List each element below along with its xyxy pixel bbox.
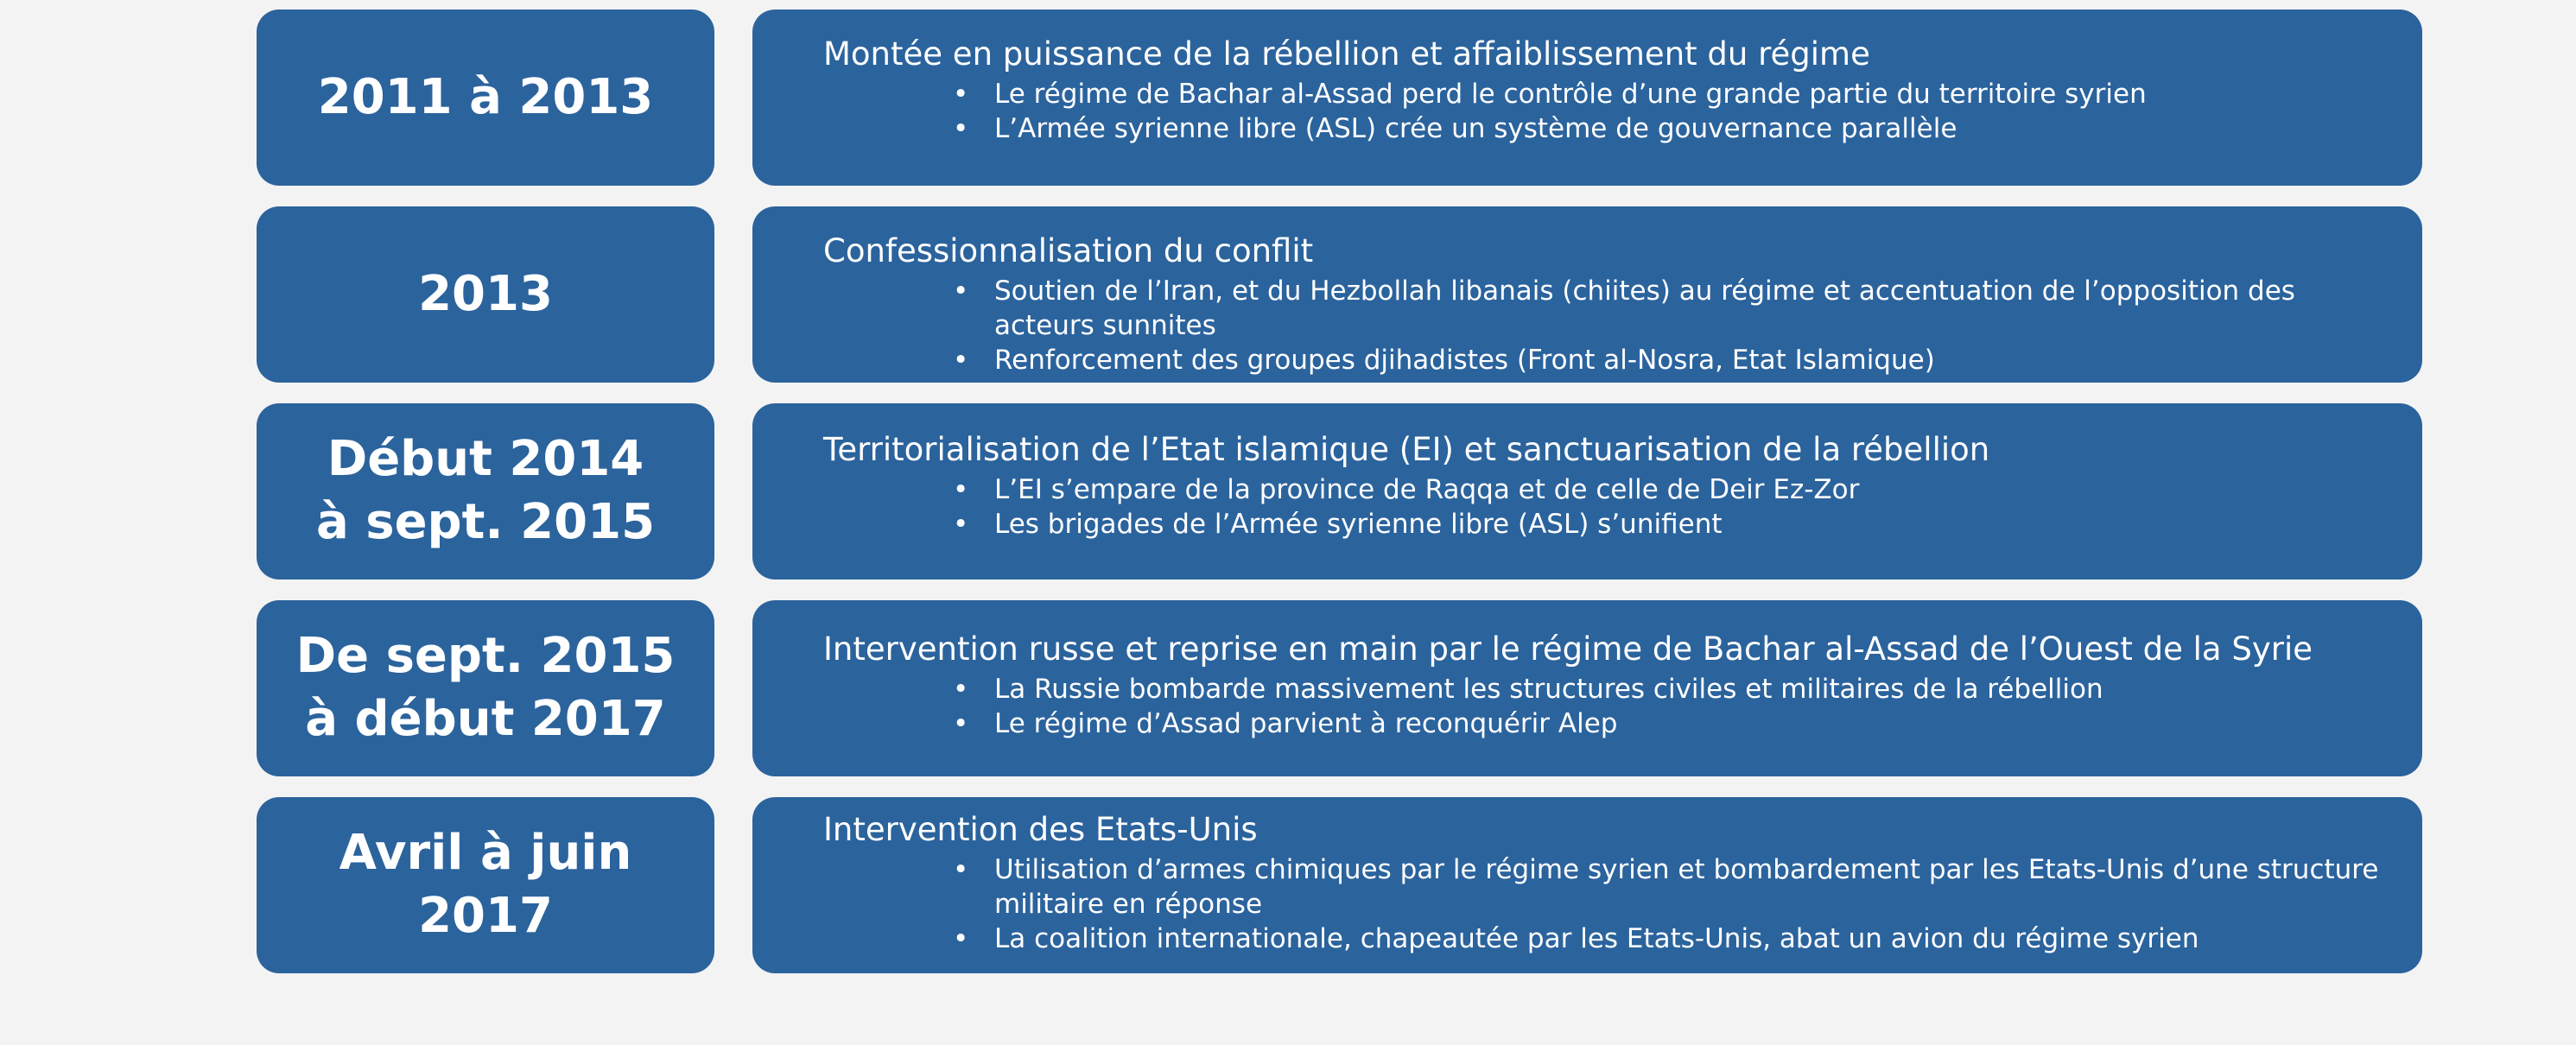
period-date-label: De sept. 2015 (295, 628, 676, 685)
period-date-box (257, 206, 714, 383)
period-bullet-item (953, 852, 2388, 922)
period-date-label: à début 2017 (305, 691, 666, 747)
timeline-row-2011-2013 (0, 7, 2576, 188)
timeline-row-2015-2017 (0, 598, 2576, 779)
bullet-dot-icon: • (953, 674, 969, 705)
period-bullet-text: La Russie bombarde massivement les structures civiles et militaires de la rébellion (994, 674, 2103, 705)
period-date-box (257, 403, 714, 580)
period-content-box (752, 600, 2422, 776)
period-bullet-text: L’Armée syrienne libre (ASL) crée un système de gouvernance parallèle (994, 113, 1957, 144)
period-bullet-text: Le régime d’Assad parvient à reconquérir Alep (994, 708, 1618, 739)
period-bullet-text: Soutien de l’Iran, et du Hezbollah libanais (chiites) au régime et accentuation de l’opposition des acteurs sunnites (994, 276, 2295, 341)
period-content-box (752, 797, 2422, 973)
period-bullet-text: Renforcement des groupes djihadistes (Front al-Nosra, Etat Islamique) (994, 345, 1935, 376)
bullet-dot-icon: • (953, 345, 969, 376)
period-bullet-text: La coalition internationale, chapeautée par les Etats-Unis, abat un avion du régime syrien (994, 923, 2199, 954)
period-bullet-item (953, 672, 2388, 706)
period-bullet-item (953, 472, 2388, 507)
period-content-box (752, 10, 2422, 186)
period-date-box (257, 797, 714, 973)
bullet-dot-icon: • (953, 509, 969, 540)
timeline-row-2013 (0, 204, 2576, 385)
period-date-label: 2013 (418, 265, 553, 322)
period-bullet-item (953, 77, 2388, 111)
period-bullet-item (953, 507, 2388, 542)
period-title: Montée en puissance de la rébellion et affaiblissement du régime (823, 35, 1870, 73)
period-title: Territorialisation de l’Etat islamique (EI) et sanctuarisation de la rébellion (823, 431, 1990, 468)
bullet-dot-icon: • (953, 79, 969, 110)
period-bullet-text: Utilisation d’armes chimiques par le régime syrien et bombardement par les Etats-Unis d’une structure militaire en réponse (994, 854, 2379, 920)
period-date-label: Avril à juin (339, 825, 632, 882)
bullet-dot-icon: • (953, 923, 969, 954)
bullet-dot-icon: • (953, 708, 969, 739)
period-date-box (257, 600, 714, 776)
period-date-label: 2017 (418, 888, 553, 944)
bullet-dot-icon: • (953, 474, 969, 505)
period-bullet-item (953, 343, 2388, 377)
period-date-label: 2011 à 2013 (317, 68, 654, 125)
period-date-box (257, 10, 714, 186)
bullet-dot-icon: • (953, 113, 969, 144)
period-bullet-item (953, 111, 2388, 146)
period-bullet-list (823, 472, 2388, 542)
period-bullet-item (953, 706, 2388, 741)
period-content-box (752, 206, 2422, 383)
period-title: Intervention des Etats-Unis (823, 811, 1258, 848)
period-bullet-list (823, 852, 2388, 956)
bullet-dot-icon: • (953, 276, 969, 307)
timeline-row-2014-2015 (0, 401, 2576, 582)
bullet-dot-icon: • (953, 854, 969, 885)
period-bullet-text: L’EI s’empare de la province de Raqqa et de celle de Deir Ez-Zor (994, 474, 1860, 505)
period-title: Confessionnalisation du conflit (823, 232, 1314, 269)
period-bullet-list (823, 274, 2388, 377)
period-bullet-text: Le régime de Bachar al-Assad perd le contrôle d’une grande partie du territoire syrien (994, 79, 2147, 110)
period-date-label: à sept. 2015 (315, 494, 656, 550)
period-bullet-item (953, 274, 2388, 343)
period-bullet-list (823, 672, 2388, 741)
period-bullet-item (953, 922, 2388, 956)
period-title: Intervention russe et reprise en main par le régime de Bachar al-Assad de l’Ouest de la Syrie (823, 630, 2313, 668)
period-bullet-text: Les brigades de l’Armée syrienne libre (ASL) s’unifient (994, 509, 1723, 540)
period-content-box (752, 403, 2422, 580)
period-date-label: Début 2014 (327, 431, 644, 488)
timeline-row-2017 (0, 795, 2576, 976)
period-bullet-list (823, 77, 2388, 146)
